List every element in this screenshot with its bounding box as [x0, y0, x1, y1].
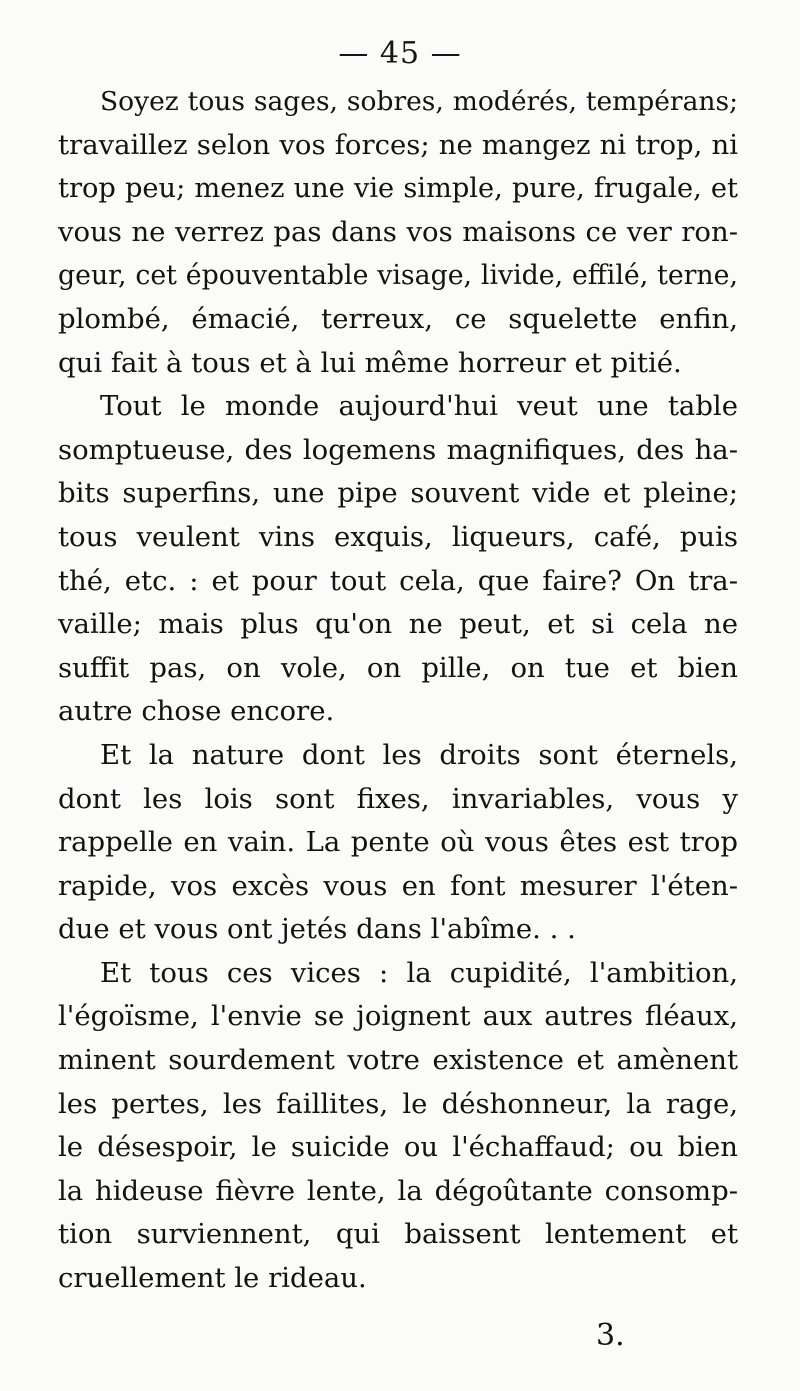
text-line: bits superfins, une pipe souvent vide et pleine; [58, 477, 738, 510]
text-line: les pertes, les faillites, le déshonneur, la rage, [58, 1087, 738, 1120]
signature-mark: 3. [596, 1318, 625, 1353]
text-line: thé, etc. : et pour tout cela, que faire? On tra- [58, 564, 738, 597]
text-line: travaillez selon vos forces; ne mangez ni trop, ni [58, 128, 738, 161]
text-line: vaille; mais plus qu'on ne peut, et si cela ne [58, 608, 738, 641]
text-line: vous ne verrez pas dans vos maisons ce ver ron- [58, 215, 738, 248]
text-line: suffit pas, on vole, on pille, on tue et bien [58, 651, 738, 684]
text-line: tous veulent vins exquis, liqueurs, café, puis [58, 520, 738, 553]
text-line: qui fait à tous et à lui même horreur et pitié. [58, 346, 682, 379]
text-line: minent sourdement votre existence et amènent [58, 1044, 738, 1077]
text-line: cruellement le rideau. [58, 1262, 367, 1295]
text-line: Et la nature dont les droits sont éternels, [100, 738, 738, 771]
text-line: Soyez tous sages, sobres, modérés, tempérans; [100, 86, 738, 117]
text-line: rapide, vos excès vous en font mesurer l'éten- [58, 869, 738, 902]
text-line: Tout le monde aujourd'hui veut une table [100, 390, 738, 423]
body-text [58, 80, 738, 1301]
text-line: dont les lois sont fixes, invariables, vous y [58, 782, 738, 815]
text-line: somptueuse, des logemens magnifiques, des ha- [58, 433, 738, 466]
text-line: due et vous ont jetés dans l'abîme. . . [58, 913, 576, 946]
text-line: geur, cet épouventable visage, livide, effilé, terne, [58, 260, 738, 292]
text-line: tion surviennent, qui baissent lentement et [58, 1218, 738, 1251]
text-line: plombé, émacié, terreux, ce squelette enfin, [58, 302, 738, 335]
text-line: l'égoïsme, l'envie se joignent aux autres fléaux, [58, 1000, 738, 1033]
text-line: Et tous ces vices : la cupidité, l'ambition, [100, 956, 738, 989]
text-line: le désespoir, le suicide ou l'échaffaud; ou bien [58, 1131, 738, 1164]
text-line: trop peu; menez une vie simple, pure, frugale, et [58, 173, 738, 205]
page-number: — 45 — [338, 36, 462, 71]
text-line: autre chose encore. [58, 695, 335, 728]
text-line: la hideuse fièvre lente, la dégoûtante consomp- [58, 1174, 738, 1207]
text-line: rappelle en vain. La pente où vous êtes est trop [58, 826, 738, 859]
